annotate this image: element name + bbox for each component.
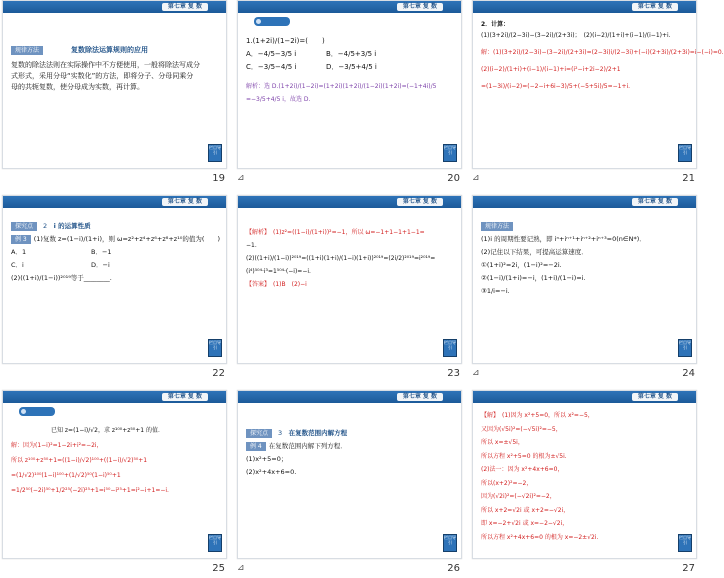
text-line: 复数的除法法则在实际操作中不方便使用，一般将除法写成分 [11, 61, 200, 69]
text-line: ①(1+i)²=2i，(1−i)²=−2i. [481, 261, 562, 269]
slide-title: 在复数范围内解方程 [288, 429, 348, 437]
question: 1.(1+2i)/(1−2i)=( ) [246, 37, 325, 45]
nav-button[interactable]: 栏目导引 [208, 339, 222, 357]
question-part: (2)(i−2)/(1+i)+(i−1)/(i−1)+i. [583, 32, 671, 39]
slide-24[interactable] [470, 195, 699, 383]
slide-frame [472, 0, 724, 169]
chapter-tab[interactable]: 第七章 复 数 [397, 198, 443, 206]
practice-badge [19, 407, 55, 416]
nav-button[interactable]: 栏目导引 [208, 534, 222, 552]
solution-line: 解：因为(1−i)²=1−2i+i²=−2i， [11, 442, 103, 449]
slide-header [473, 196, 696, 208]
text-line: 式形式，采用分母“实数化”的方法，即将分子、分母同乘分 [11, 72, 194, 80]
slide-header [473, 1, 696, 13]
slide-header [3, 196, 226, 208]
nav-button[interactable]: 栏目导引 [208, 144, 222, 162]
question: 2．计算： [481, 21, 510, 28]
slide-25[interactable] [0, 390, 229, 578]
chapter-tab[interactable]: 第七章 复 数 [632, 3, 678, 11]
chapter-tab[interactable]: 第七章 复 数 [397, 393, 443, 401]
option-b: B．−1 [91, 248, 112, 256]
slide-frame [2, 390, 227, 559]
slide-23[interactable] [235, 195, 464, 383]
question-part: (1)x²+5=0； [246, 455, 288, 463]
solution-line: −1. [246, 242, 257, 249]
solution-line: 即 x=−2+√2i 或 x=−2−√2i， [481, 520, 569, 527]
solution-line: (2)法一：因为 x²+4x+6=0， [481, 466, 564, 473]
solution-line: =1/2⁵⁰(−2i)⁵⁰+1/2²⁵(−2i)²⁵+1=i⁵⁰−i²⁵+1=i²−i+1=−i. [11, 487, 169, 494]
slide-header [238, 1, 461, 13]
slide-header [238, 196, 461, 208]
nav-button[interactable]: 栏目导引 [678, 339, 692, 357]
slide-header [238, 391, 461, 403]
method-tag: 规律方法 [11, 46, 43, 55]
option-c: C．−3/5−4/5 i [246, 63, 297, 71]
question-part: (2)((1+i)/(1−i))²⁰¹⁹等于________. [11, 274, 112, 282]
option-d: D．−i [91, 261, 110, 269]
text-line: (2)记住以下结果，可提高运算速度． [481, 248, 588, 256]
text-line: (1)i 的周期性要记熟，即 iⁿ+iⁿ⁺¹+iⁿ⁺²+iⁿ⁺³=0(n∈N*)． [481, 235, 646, 243]
explore-num: 3 [278, 429, 283, 437]
cursor-mark: ⊿ [472, 368, 480, 378]
slide-title: 复数除法运算规则的应用 [71, 46, 149, 54]
solution-line: 所以(x+2)²=−2， [481, 479, 533, 487]
solution-line: 所以 z¹⁰⁰+z⁵⁰+1=((1−i)/√2)¹⁰⁰+((1−i)/√2)⁵⁰+1 [11, 457, 148, 464]
text-line: 母的共轭复数，使分母成为实数，再计算。 [11, 83, 144, 91]
solution-line: 因为(√2i)²=(−√2i)²=−2， [481, 493, 556, 500]
chapter-tab[interactable]: 第七章 复 数 [162, 393, 208, 401]
chapter-tab[interactable]: 第七章 复 数 [162, 198, 208, 206]
question: 已知 z=(1−i)/√2，求 z¹⁰⁰+z⁵⁰+1 的值． [51, 427, 164, 434]
text-line: ②(1−i)/(1+i)=−i，(1+i)/(1−i)=i. [481, 274, 586, 282]
solution-line: 解：(1)(3+2i)/(2−3i)−(3−2i)/(2+3i)=(2−3i)i/(2−3i)+(−i)(2+3i)/(2+3i)=i−(−i)=0. [481, 49, 724, 56]
answer-line: 【答案】 (1)B (2)−i [246, 281, 307, 288]
slide-frame [2, 0, 227, 169]
chapter-tab[interactable]: 第七章 复 数 [632, 393, 678, 401]
option-d: D．−3/5+4/5 i [326, 63, 377, 71]
cursor-mark: ⊿ [237, 173, 245, 183]
nav-button[interactable]: 栏目导引 [678, 534, 692, 552]
text-line: ③1/i=−i. [481, 287, 510, 295]
option-b: B．−4/5+3/5 i [326, 50, 377, 58]
nav-button[interactable]: 栏目导引 [443, 339, 457, 357]
page-number: 21 [682, 173, 695, 184]
question-part: (2)x²+4x+6=0. [246, 468, 297, 476]
page-number: 23 [447, 368, 460, 379]
solution-line: (2)(i−2)/(1+i)+(i−1)/(i−1)+i=(i²−i+2i−2)/2+1 [481, 66, 621, 73]
slide-20[interactable] [235, 0, 464, 188]
explore-num: 2 [43, 222, 48, 230]
page-number: 24 [682, 368, 695, 379]
cursor-mark: ⊿ [237, 563, 245, 573]
practice-badge [254, 17, 290, 26]
slide-header [3, 391, 226, 403]
slide-title: i 的运算性质 [53, 222, 91, 230]
solution-line: 所以 x=±√5i， [481, 439, 524, 446]
slide-frame [472, 390, 697, 559]
slide-frame [2, 195, 227, 364]
chapter-tab[interactable]: 第七章 复 数 [162, 3, 208, 11]
chapter-tab[interactable]: 第七章 复 数 [632, 198, 678, 206]
solution-line: (i⁴)⁵⁰⁴·i³=1⁵⁰⁴·(−i)=−i. [246, 268, 311, 275]
slide-26[interactable] [235, 390, 464, 578]
page-number: 19 [212, 173, 225, 184]
solution-line: 【解析】 (1)z²=((1−i)/(1+i))²=−1，所以 ω=−1+1−1+1−1= [246, 229, 425, 236]
slide-19[interactable] [0, 0, 229, 188]
slide-21[interactable] [470, 0, 724, 188]
solution-line: =−3/5+4/5 i，故选 D. [246, 96, 311, 103]
solution-line: (2)((1+i)/(1−i))²⁰¹⁹=((1+i)(1+i)/(1−i)(1+i))²⁰¹⁹=(2i/2)²⁰¹⁹=i²⁰¹⁹= [246, 255, 436, 262]
page-number: 27 [682, 563, 695, 574]
question: 在复数范围内解下列方程． [268, 442, 347, 450]
solution-line: 又因为(√5i)²=(−√5i)²=−5， [481, 425, 562, 433]
chapter-tab[interactable]: 第七章 复 数 [397, 3, 443, 11]
slide-header [3, 1, 226, 13]
solution-line: 所以方程 x²+5=0 的根为±√5i. [481, 452, 567, 460]
page-number: 26 [447, 563, 460, 574]
solution-line: 所以 x+2=√2i 或 x+2=−√2i， [481, 506, 570, 514]
option-a: A．−4/5−3/5 i [246, 50, 297, 58]
nav-button[interactable]: 栏目导引 [678, 144, 692, 162]
slide-27[interactable] [470, 390, 699, 578]
example-tag: 例 3 [11, 235, 31, 244]
slide-frame [237, 195, 462, 364]
cursor-mark: ⊿ [472, 173, 480, 183]
solution-line: 解析：选 D.(1+2i)/(1−2i)=(1+2i)(1+2i)/(1−2i)(1+2i)=(−1+4i)/5 [246, 83, 437, 90]
question-part: (1)(3+2i)/(2−3i)−(3−2i)/(2+3i)； [481, 32, 578, 39]
solution-line: =(1/√2)¹⁰⁰(1−i)¹⁰⁰+(1/√2)⁵⁰(1−i)⁵⁰+1 [11, 472, 121, 479]
page-number: 25 [212, 563, 225, 574]
solution-line: 【解】 (1)因为 x²+5=0，所以 x²=−5， [481, 412, 594, 419]
slide-header [473, 391, 696, 403]
slide-frame [472, 195, 697, 364]
explore-tag: 探究点 [246, 429, 272, 438]
slide-frame [237, 390, 462, 559]
option-c: C．i [11, 261, 24, 269]
page-number: 22 [212, 368, 225, 379]
question: (1)复数 z=(1−i)/(1+i)，则 ω=z²+z⁴+z⁶+z⁸+z¹⁰的值为( ) [33, 235, 220, 243]
example-tag: 例 4 [246, 442, 266, 451]
solution-line: 所以方程 x²+4x+6=0 的根为 x=−2±√2i. [481, 533, 599, 541]
slide-frame [237, 0, 462, 169]
method-tag: 规律方法 [481, 222, 513, 231]
option-a: A．1 [11, 248, 27, 256]
slide-22[interactable] [0, 195, 229, 383]
page-number: 20 [447, 173, 460, 184]
nav-button[interactable]: 栏目导引 [443, 144, 457, 162]
solution-line: =(1−3i)/(i−2)=(−2−i+6i−3)/5+(−5+5i)/5=−1+i. [481, 83, 631, 90]
explore-tag: 探究点 [11, 222, 37, 231]
nav-button[interactable]: 栏目导引 [443, 534, 457, 552]
